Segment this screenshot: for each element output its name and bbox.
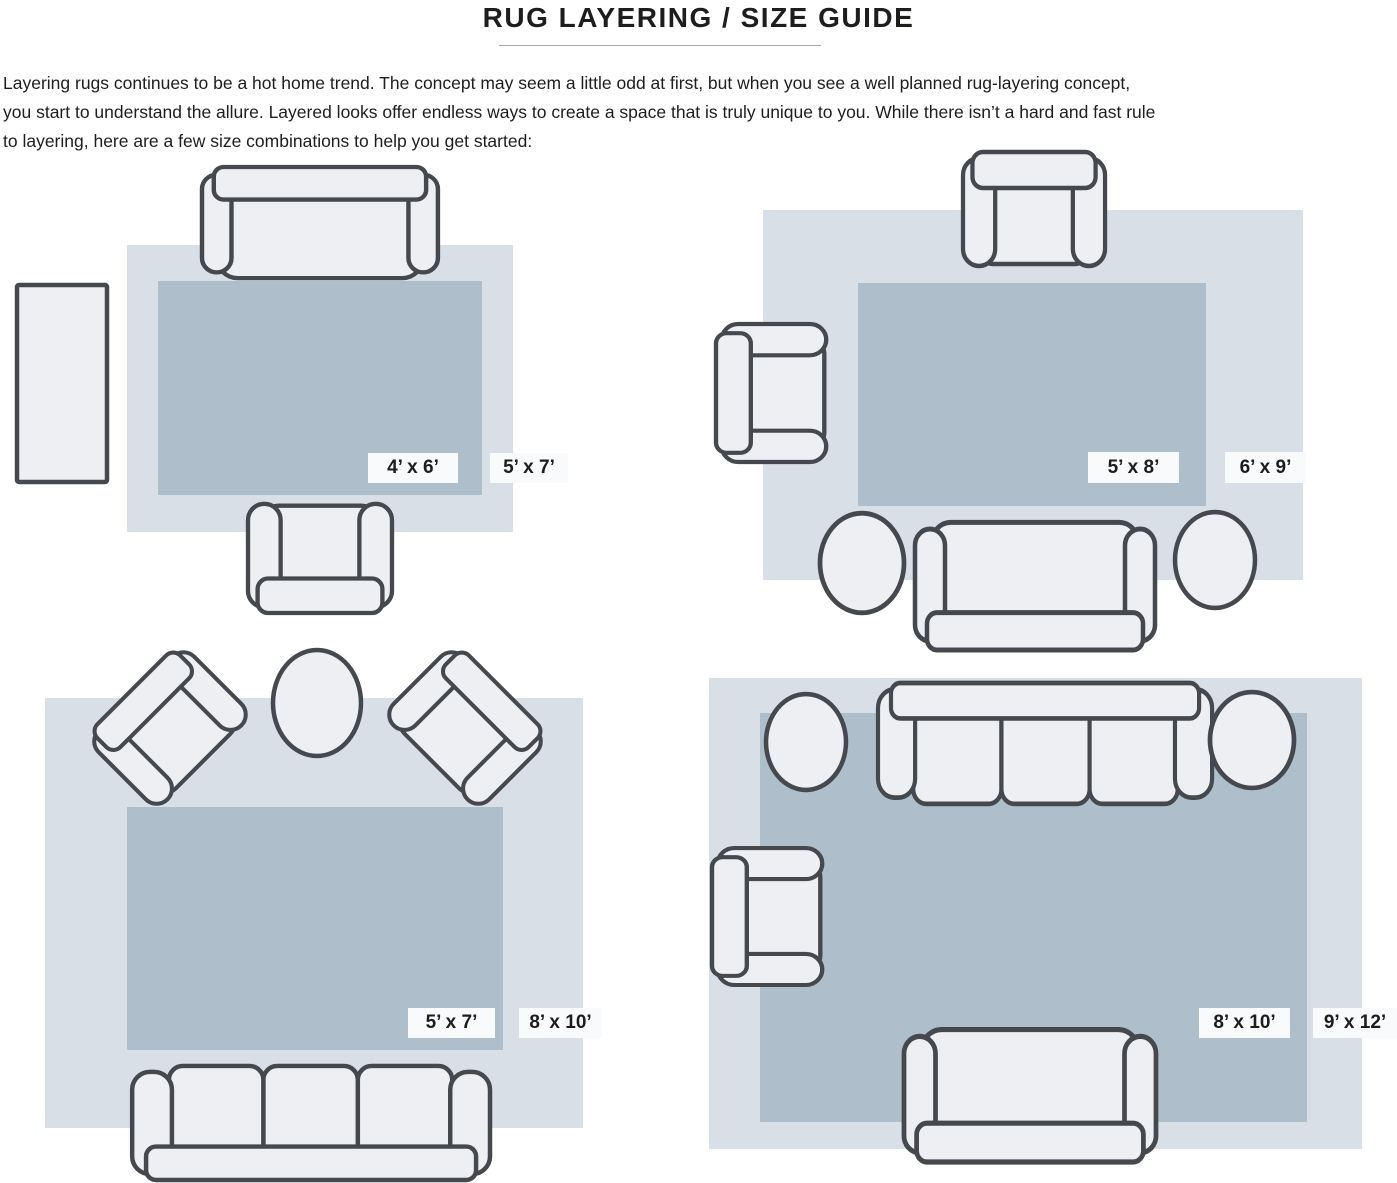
intro-line: you start to understand the allure. Layered looks offer endless ways to create a space that is truly unique to you. While there isn’t a hard and fast rule <box>3 102 1156 122</box>
inner-rug-size-label: 4’ x 6’ <box>368 453 458 483</box>
outer-rug-size-label: 5’ x 7’ <box>490 453 568 483</box>
intro-line: to layering, here are a few size combinations to help you get started: <box>3 131 533 151</box>
page-title: RUG LAYERING / SIZE GUIDE <box>482 2 915 33</box>
console-table <box>17 285 107 482</box>
inner-rug-size-label: 5’ x 8’ <box>1088 452 1179 483</box>
inner-rug-size-label: 8’ x 10’ <box>1199 1008 1290 1038</box>
intro-paragraph <box>3 69 1395 156</box>
title-divider <box>499 45 821 46</box>
inner-rug <box>760 713 1307 1122</box>
outer-rug-size-label: 6’ x 9’ <box>1225 452 1306 483</box>
outer-rug-size-label: 9’ x 12’ <box>1313 1008 1397 1038</box>
inner-rug-size-label: 5’ x 7’ <box>408 1008 495 1038</box>
intro-line: Layering rugs continues to be a hot home trend. The concept may seem a little odd at first, but when you see a well planned rug-layering concept, <box>3 73 1131 93</box>
outer-rug-size-label: 8’ x 10’ <box>519 1008 602 1038</box>
